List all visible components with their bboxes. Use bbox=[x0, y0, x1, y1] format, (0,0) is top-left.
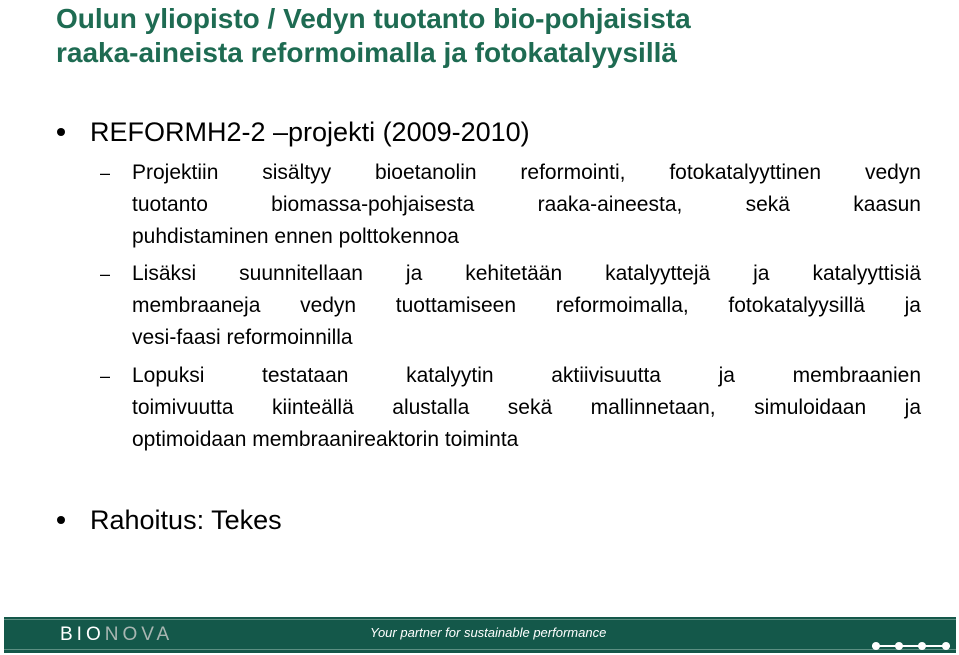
dash-icon: – bbox=[100, 264, 111, 284]
footer-divider bbox=[4, 619, 956, 620]
sub-bullet-line: toimivuutta kiinteällä alustalla sekä mallinnetaan, simuloidaan ja bbox=[132, 396, 921, 419]
slide-title bbox=[56, 2, 936, 70]
footer-divider bbox=[4, 649, 956, 650]
bullet-text: Rahoitus: Tekes bbox=[90, 505, 282, 535]
footer-bar bbox=[4, 617, 956, 653]
sub-bullet-body bbox=[132, 360, 921, 456]
sub-bullet-line: Lopuksi testataan katalyytin aktiivisuutta ja membraanien bbox=[132, 364, 921, 387]
bionova-logo: BIONOVA bbox=[60, 624, 174, 645]
sub-bullet-line: vesi-faasi reformoinnilla bbox=[132, 326, 353, 349]
title-line-1: Oulun yliopisto / Vedyn tuotanto bio-pohjaisista bbox=[56, 3, 691, 34]
bullet-text: REFORMH2-2 –projekti (2009-2010) bbox=[90, 117, 530, 147]
dash-icon: – bbox=[100, 163, 111, 183]
sub-bullet-body bbox=[132, 258, 921, 354]
sub-bullet-body bbox=[132, 157, 921, 253]
bullet-dot-icon bbox=[57, 128, 65, 136]
sub-bullet-line: Projektiin sisältyy bioetanolin reformointi, fotokatalyyttinen vedyn bbox=[132, 161, 921, 184]
title-line-2: raaka-aineista reformoimalla ja fotokatalyysillä bbox=[56, 37, 677, 68]
bullet-dot-icon bbox=[57, 516, 65, 524]
sub-bullet-line: optimoidaan membraanireaktorin toiminta bbox=[132, 428, 519, 451]
dot-line-icon bbox=[872, 641, 952, 651]
sub-bullet-line: Lisäksi suunnitellaan ja kehitetään katalyyttejä ja katalyyttisiä bbox=[132, 262, 921, 285]
dash-icon: – bbox=[100, 366, 111, 386]
footer-tagline: Your partner for sustainable performance bbox=[370, 625, 607, 640]
sub-bullet-line: tuotanto biomassa-pohjaisesta raaka-aineesta, sekä kaasun bbox=[132, 193, 921, 216]
sub-bullet-line: puhdistaminen ennen polttokennoa bbox=[132, 225, 459, 248]
sub-bullet-line: membraaneja vedyn tuottamiseen reformoimalla, fotokatalyysillä ja bbox=[132, 294, 921, 317]
